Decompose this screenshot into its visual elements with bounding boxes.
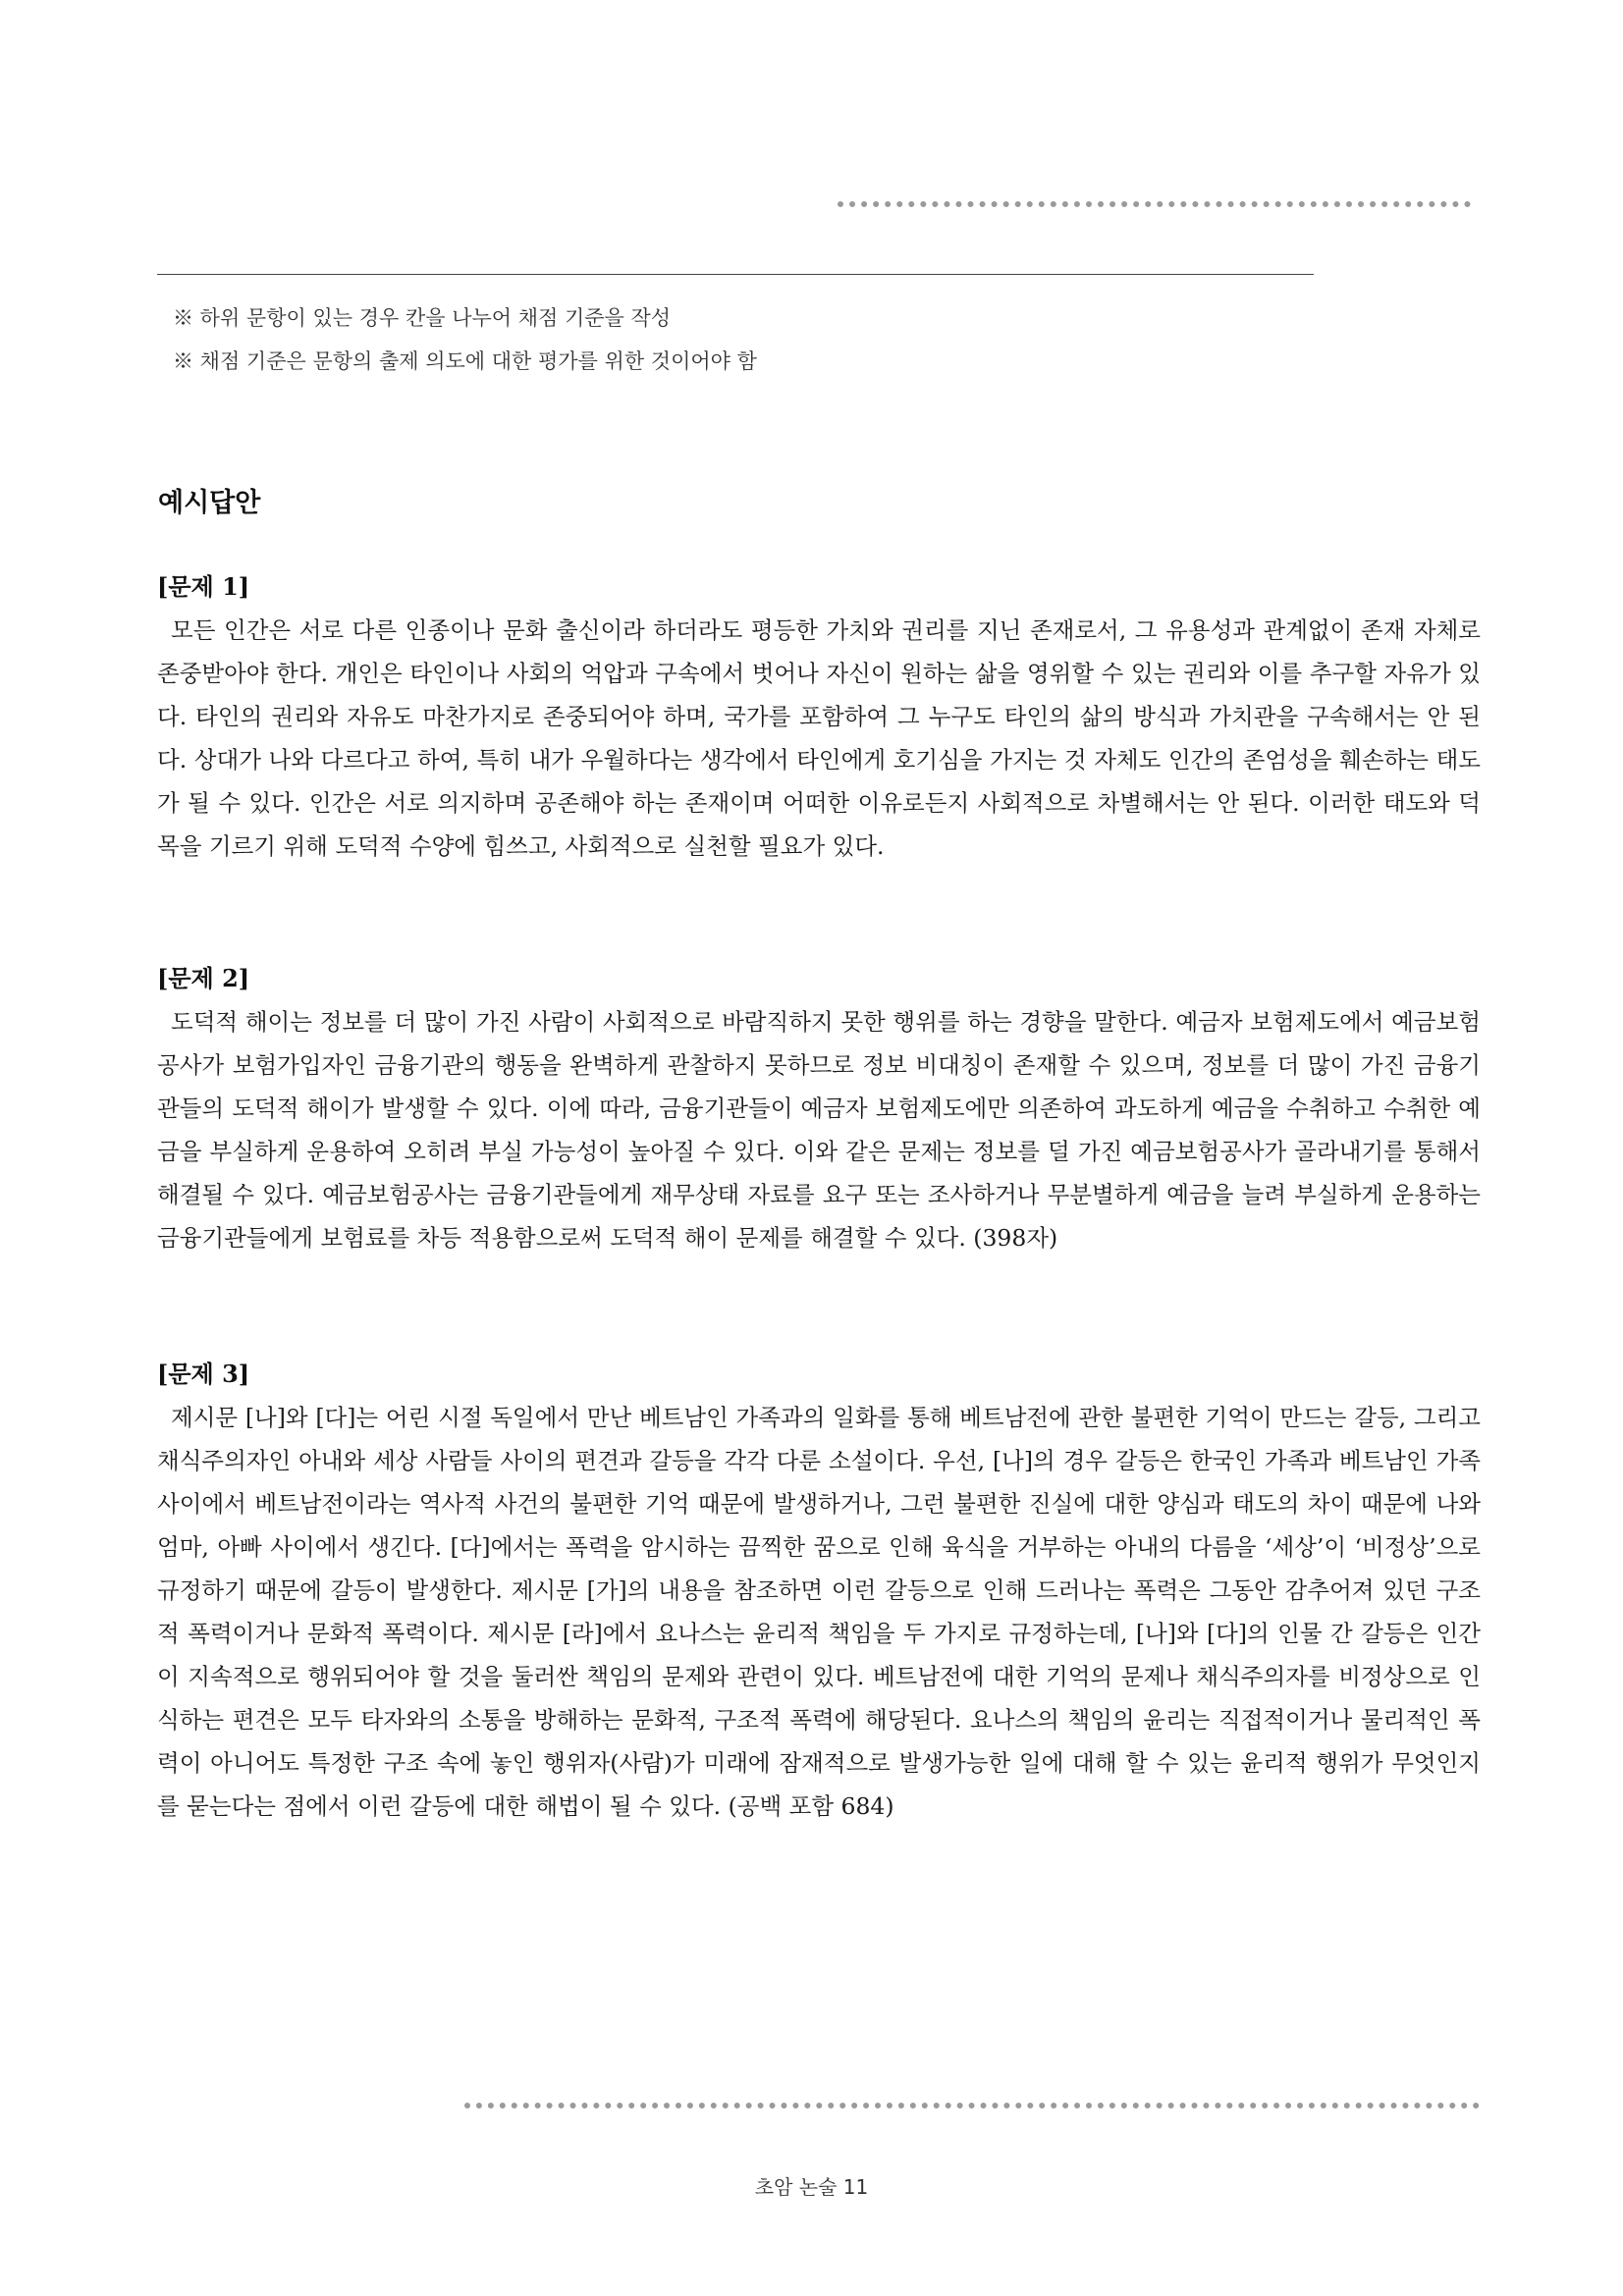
note-subitems: ※ 하위 문항이 있는 경우 칸을 나누어 채점 기준을 작성: [173, 306, 672, 330]
top-dotted-divider: [838, 201, 1471, 207]
question-1-section: [157, 565, 1481, 868]
question-2-answer: 도덕적 해이는 정보를 더 많이 가진 사람이 사회적으로 바람직하지 못한 행위를 하는 경향을 말한다. 예금자 보험제도에서 예금보험공사가 보험가입자인 금융기관의 행동을 완벽하게 관찰하지 못하므로 정보 비대칭이 존재할 수 있으며, 정보를 더 많이 가진 금융기관들의 도덕적 해이가 발생할 수 있다. 이에 따라, 금융기관들이 예금자 보험제도에만 의존하여 과도하게 예금을 수취하고 수취한 예금을 부실하게 운용하여 오히려 부실 가능성이 높아질 수 있다. 이와 같은 문제는 정보를 덜 가진 예금보험공사가 골라내기를 통해서 해결될 수 있다. 예금보험공사는 금융기관들에게 재무상태 자료를 요구 또는 조사하거나 무분별하게 예금을 늘려 부실하게 운용하는 금융기관들에게 보험료를 차등 적용함으로써 도덕적 해이 문제를 해결할 수 있다. (398자): [157, 1008, 1481, 1252]
page-footer: 초암 논술 11: [754, 2175, 869, 2199]
bottom-dotted-divider: [464, 2103, 1480, 2109]
question-3-answer: 제시문 [나]와 [다]는 어린 시절 독일에서 만난 베트남인 가족과의 일화를 통해 베트남전에 관한 불편한 기억이 만드는 갈등, 그리고 채식주의자인 아내와 세상 사람들 사이의 편견과 갈등을 각각 다룬 소설이다. 우선, [나]의 경우 갈등은 한국인 가족과 베트남인 가족 사이에서 베트남전이라는 역사적 사건의 불편한 기억 때문에 발생하거나, 그런 불편한 진실에 대한 양심과 태도의 차이 때문에 나와 엄마, 아빠 사이에서 생긴다. [다]에서는 폭력을 암시하는 끔찍한 꿈으로 인해 육식을 거부하는 아내의 다름을 ‘세상’이 ‘비정상’으로 규정하기 때문에 갈등이 발생한다. 제시문 [가]의 내용을 참조하면 이런 갈등으로 인해 드러나는 폭력은 그동안 감추어져 있던 구조적 폭력이거나 문화적 폭력이다. 제시문 [라]에서 요나스는 윤리적 책임을 두 가지로 규정하는데, [나]와 [다]의 인물 간 갈등은 인간이 지속적으로 행위되어야 할 것을 둘러싼 책임의 문제와 관련이 있다. 베트남전에 대한 기억의 문제나 채식주의자를 비정상으로 인식하는 편견은 모두 타자와의 소통을 방해하는 문화적, 구조적 폭력에 해당된다. 요나스의 책임의 윤리는 직접적이거나 물리적인 폭력이 아니어도 특정한 구조 속에 놓인 행위자(사람)가 미래에 잠재적으로 발생가능한 일에 대해 할 수 있는 윤리적 행위가 무엇인지를 묻는다는 점에서 이런 갈등에 대한 해법이 될 수 있다. (공백 포함 684): [157, 1404, 1481, 1820]
question-2-section: [157, 957, 1481, 1259]
question-3-section: [157, 1353, 1481, 1828]
horizontal-rule: [157, 274, 1314, 275]
question-3-title: [문제 3]: [157, 1360, 250, 1388]
scoring-notes: [173, 296, 1351, 383]
example-answer-heading: 예시답안: [158, 488, 261, 518]
question-1-answer: 모든 인간은 서로 다른 인종이나 문화 출신이라 하더라도 평등한 가치와 권리를 지닌 존재로서, 그 유용성과 관계없이 존재 자체로 존중받아야 한다. 개인은 타인이나 사회의 억압과 구속에서 벗어나 자신이 원하는 삶을 영위할 수 있는 권리와 이를 추구할 자유가 있다. 타인의 권리와 자유도 마찬가지로 존중되어야 하며, 국가를 포함하여 그 누구도 타인의 삶의 방식과 가치관을 구속해서는 안 된다. 상대가 나와 다르다고 하여, 특히 내가 우월하다는 생각에서 타인에게 호기심을 가지는 것 자체도 인간의 존엄성을 훼손하는 태도가 될 수 있다. 인간은 서로 의지하며 공존해야 하는 존재이며 어떠한 이유로든지 사회적으로 차별해서는 안 된다. 이러한 태도와 덕목을 기르기 위해 도덕적 수양에 힘쓰고, 사회적으로 실천할 필요가 있다.: [157, 616, 1481, 860]
note-criteria: ※ 채점 기준은 문항의 출제 의도에 대한 평가를 위한 것이어야 함: [173, 349, 757, 373]
question-1-title: [문제 1]: [157, 572, 250, 601]
question-2-title: [문제 2]: [157, 964, 250, 992]
